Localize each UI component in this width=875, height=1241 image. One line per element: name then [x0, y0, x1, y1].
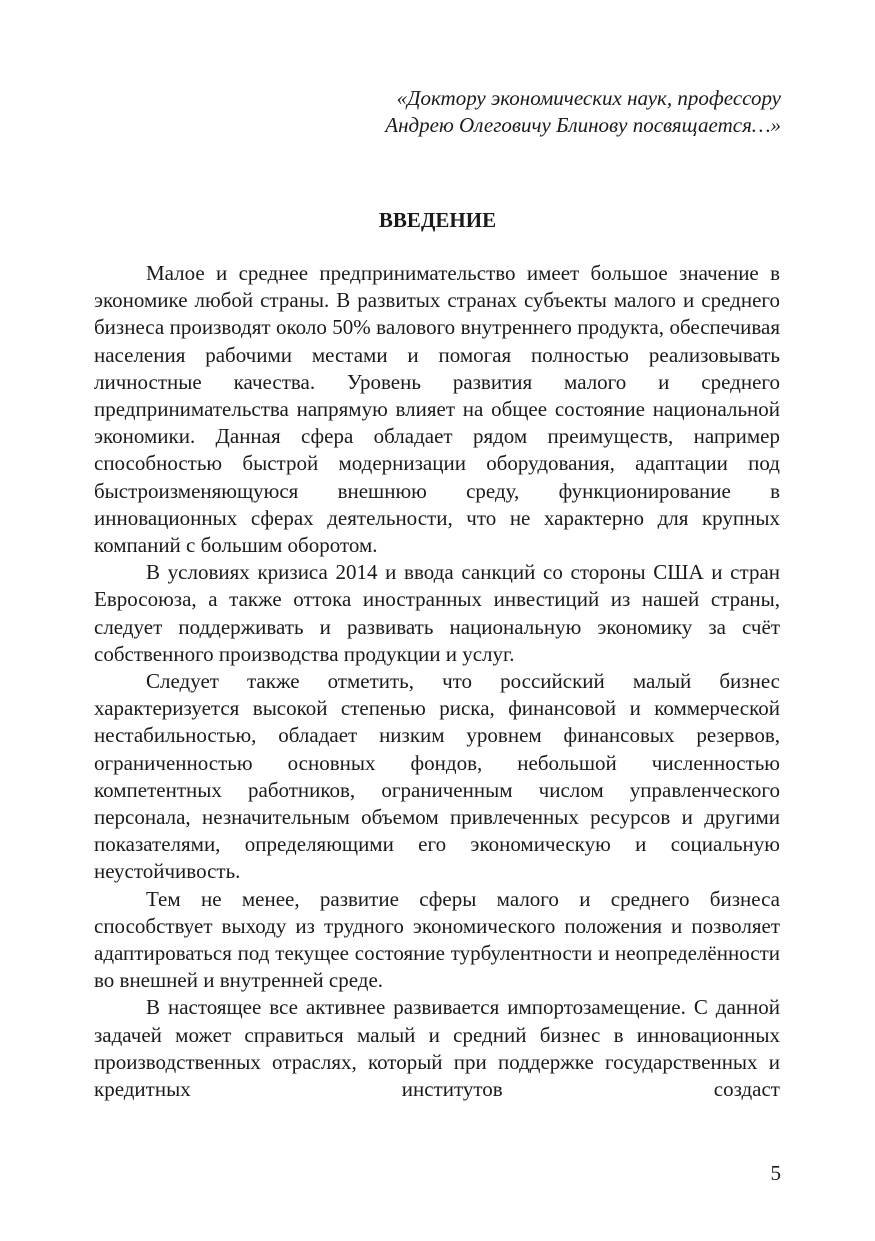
body-text	[94, 260, 780, 1103]
section-heading: ВВЕДЕНИЕ	[378, 208, 497, 232]
page-number: 5	[770, 1161, 781, 1185]
dedication-line-2: Андрею Олеговичу Блинову посвящается…»	[385, 113, 781, 137]
paragraph-4: Тем не менее, развитие сферы малого и среднего бизнеса способствует выходу из трудного экономического положения и позволяет адаптироваться под текущее состояние турбулентности и неопределённости во внешней и внутренней среде.	[94, 886, 780, 993]
paragraph-5: В настоящее все активнее развивается импортозамещение. С данной задачей может справиться малый и средний бизнес в инновационных производственных отраслях, который при поддержке государственных и кредитных институтов создаст	[94, 995, 780, 1102]
dedication-epigraph	[181, 85, 781, 139]
dedication-line-1: «Доктору экономических наук, профессору	[396, 86, 781, 110]
paragraph-1: Малое и среднее предпринимательство имеет большое значение в экономике любой страны. В развитых странах субъекты малого и среднего бизнеса производят около 50% валового внутреннего продукта, обеспечивая населения рабочими местами и помогая полностью реализовывать личностные качества. Уровень развития малого и среднего предпринимательства напрямую влияет на общее состояние национальной экономики. Данная сфера обладает рядом преимуществ, например способностью быстрой модернизации оборудования, адаптации под быстроизменяющуюся внешнюю среду, функционирование в инновационных сферах деятельности, что не характерно для крупных компаний с большим оборотом.	[94, 261, 780, 558]
paragraph-3: Следует также отметить, что российский малый бизнес характеризуется высокой степенью риска, финансовой и коммерческой нестабильностью, обладает низким уровнем финансовых резервов, ограниченностью основных фондов, небольшой численностью компетентных работников, ограниченным числом управленческого персонала, незначительным объемом привлеченных ресурсов и другими показателями, определяющими его экономическую и социальную неустойчивость.	[94, 669, 780, 884]
paragraph-2: В условиях кризиса 2014 и ввода санкций со стороны США и стран Евросоюза, а также оттока иностранных инвестиций из нашей страны, следует поддерживать и развивать национальную экономику за счёт собственного производства продукции и услуг.	[94, 560, 780, 666]
